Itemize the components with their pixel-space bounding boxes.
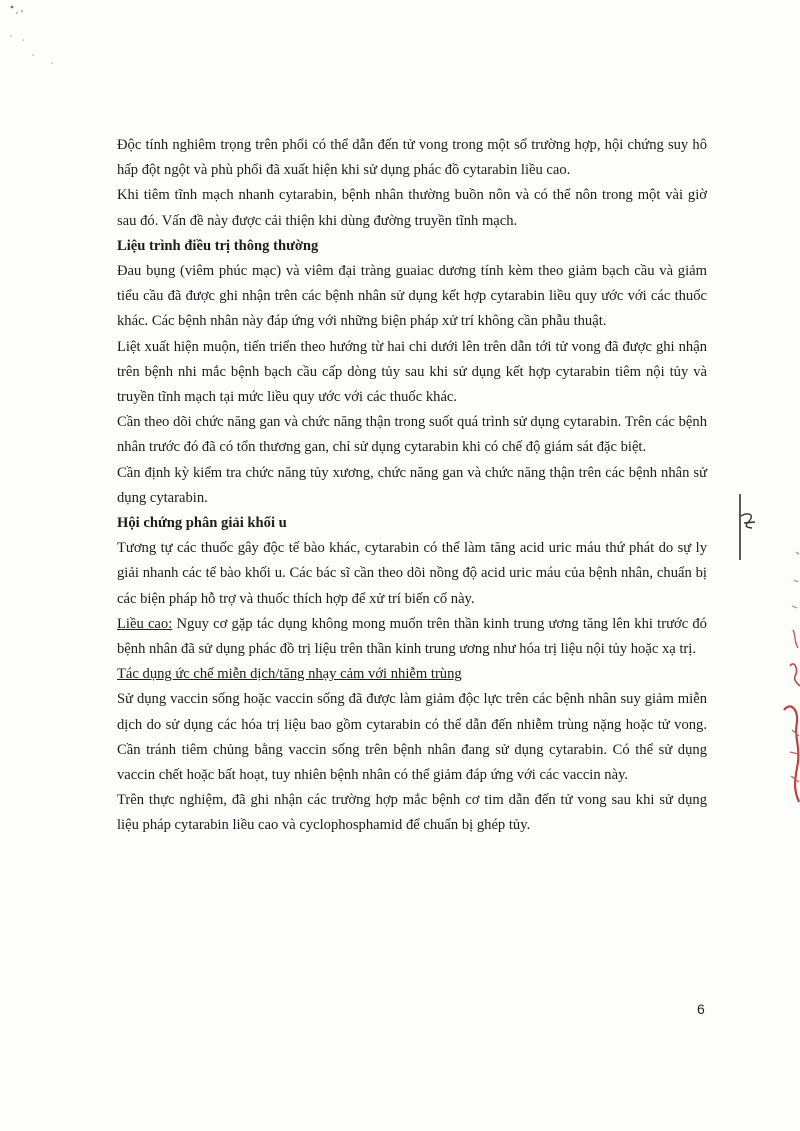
paragraph: Khi tiêm tĩnh mạch nhanh cytarabin, bệnh nhân thường buồn nôn và có thể nôn trong một vài giờ sau đó. Vấn đề này được cải thiện khi dùng đường truyền tĩnh mạch. <box>117 187 707 229</box>
paragraph: Sử dụng vaccin sống hoặc vaccin sống đã được làm giảm độc lực trên các bệnh nhân suy giảm miễn dịch do sử dụng các hóa trị liệu bao gồm cytarabin có thể dẫn đến nhiễm trùng nặng hoặc tử vong. Cần tránh tiêm chủng bằng vaccin sống trên bệnh nhân đang sử dụng cytarabin. Có thể sử dụng vaccin chết hoặc bất hoạt, tuy nhiên bệnh nhân có thể giảm đáp ứng với các vaccin này. <box>117 691 707 784</box>
paragraph: Cần theo dõi chức năng gan và chức năng thận trong suốt quá trình sử dụng cytarabin. Trên các bệnh nhân trước đó đã có tổn thương gan, chỉ sử dụng cytarabin khi có chế độ giám sát đặc biệt. <box>117 414 707 456</box>
section-heading: Liệu trình điều trị thông thường <box>117 237 319 254</box>
edge-stamp <box>770 540 800 840</box>
paragraph-lead-label: Liều cao: <box>117 615 173 632</box>
paragraph: Trên thực nghiệm, đã ghi nhận các trường hợp mắc bệnh cơ tim dẫn đến tử vong sau khi sử dụng liệu pháp cytarabin liều cao và cyclophosphamid để chuẩn bị ghép tủy. <box>117 792 707 834</box>
paragraph: Tương tự các thuốc gây độc tế bào khác, cytarabin có thể làm tăng acid uric máu thứ phát do sự ly giải nhanh các tế bào khối u. Các bác sĩ cần theo dõi nồng độ acid uric máu của bệnh nhân, chuẩn bị các biện pháp hỗ trợ và thuốc thích hợp để xử trí biến cố này. <box>117 540 707 607</box>
paragraph-text: Nguy cơ gặp tác dụng không mong muốn trên thần kinh trung ương tăng lên khi trước đó bệnh nhân đã sử dụng phác đồ trị liệu trên thần kinh trung ương như hóa trị liệu nội tủy hoặc xạ trị. <box>117 615 707 658</box>
subsection-heading: Tác dụng ức chế miễn dịch/tăng nhạy cảm với nhiễm trùng <box>117 666 462 683</box>
page-number: 6 <box>697 1001 705 1017</box>
paragraph: Đau bụng (viêm phúc mạc) và viêm đại tràng guaiac dương tính kèm theo giảm bạch cầu và giảm tiểu cầu đã được ghi nhận trên các bệnh nhân sử dụng kết hợp cytarabin liều quy ước với các thuốc khác. Các bệnh nhân này đáp ứng với những biện pháp xử trí không cần phẫu thuật. <box>117 263 707 330</box>
handwritten-margin-mark <box>728 492 764 564</box>
section-heading: Hội chứng phân giải khối u <box>117 515 287 532</box>
paragraph <box>117 612 707 662</box>
paragraph: Độc tính nghiêm trọng trên phổi có thể dẫn đến tử vong trong một số trường hợp, hội chứng suy hô hấp đột ngột và phù phổi đã xuất hiện khi sử dụng phác đồ cytarabin liều cao. <box>117 137 707 179</box>
document-body <box>117 133 707 839</box>
scan-specks <box>0 0 80 80</box>
paragraph: Liệt xuất hiện muộn, tiến triển theo hướng từ hai chi dưới lên trên dẫn tới tử vong đã được ghi nhận trên bệnh nhi mắc bệnh bạch cầu cấp dòng tủy sau khi sử dụng kết hợp cytarabin tiêm nội tủy và truyền tĩnh mạch tại mức liều quy ước với các thuốc khác. <box>117 338 707 406</box>
paragraph: Cần định kỳ kiểm tra chức năng tủy xương, chức năng gan và chức năng thận trên các bệnh nhân sử dụng cytarabin. <box>117 464 707 506</box>
